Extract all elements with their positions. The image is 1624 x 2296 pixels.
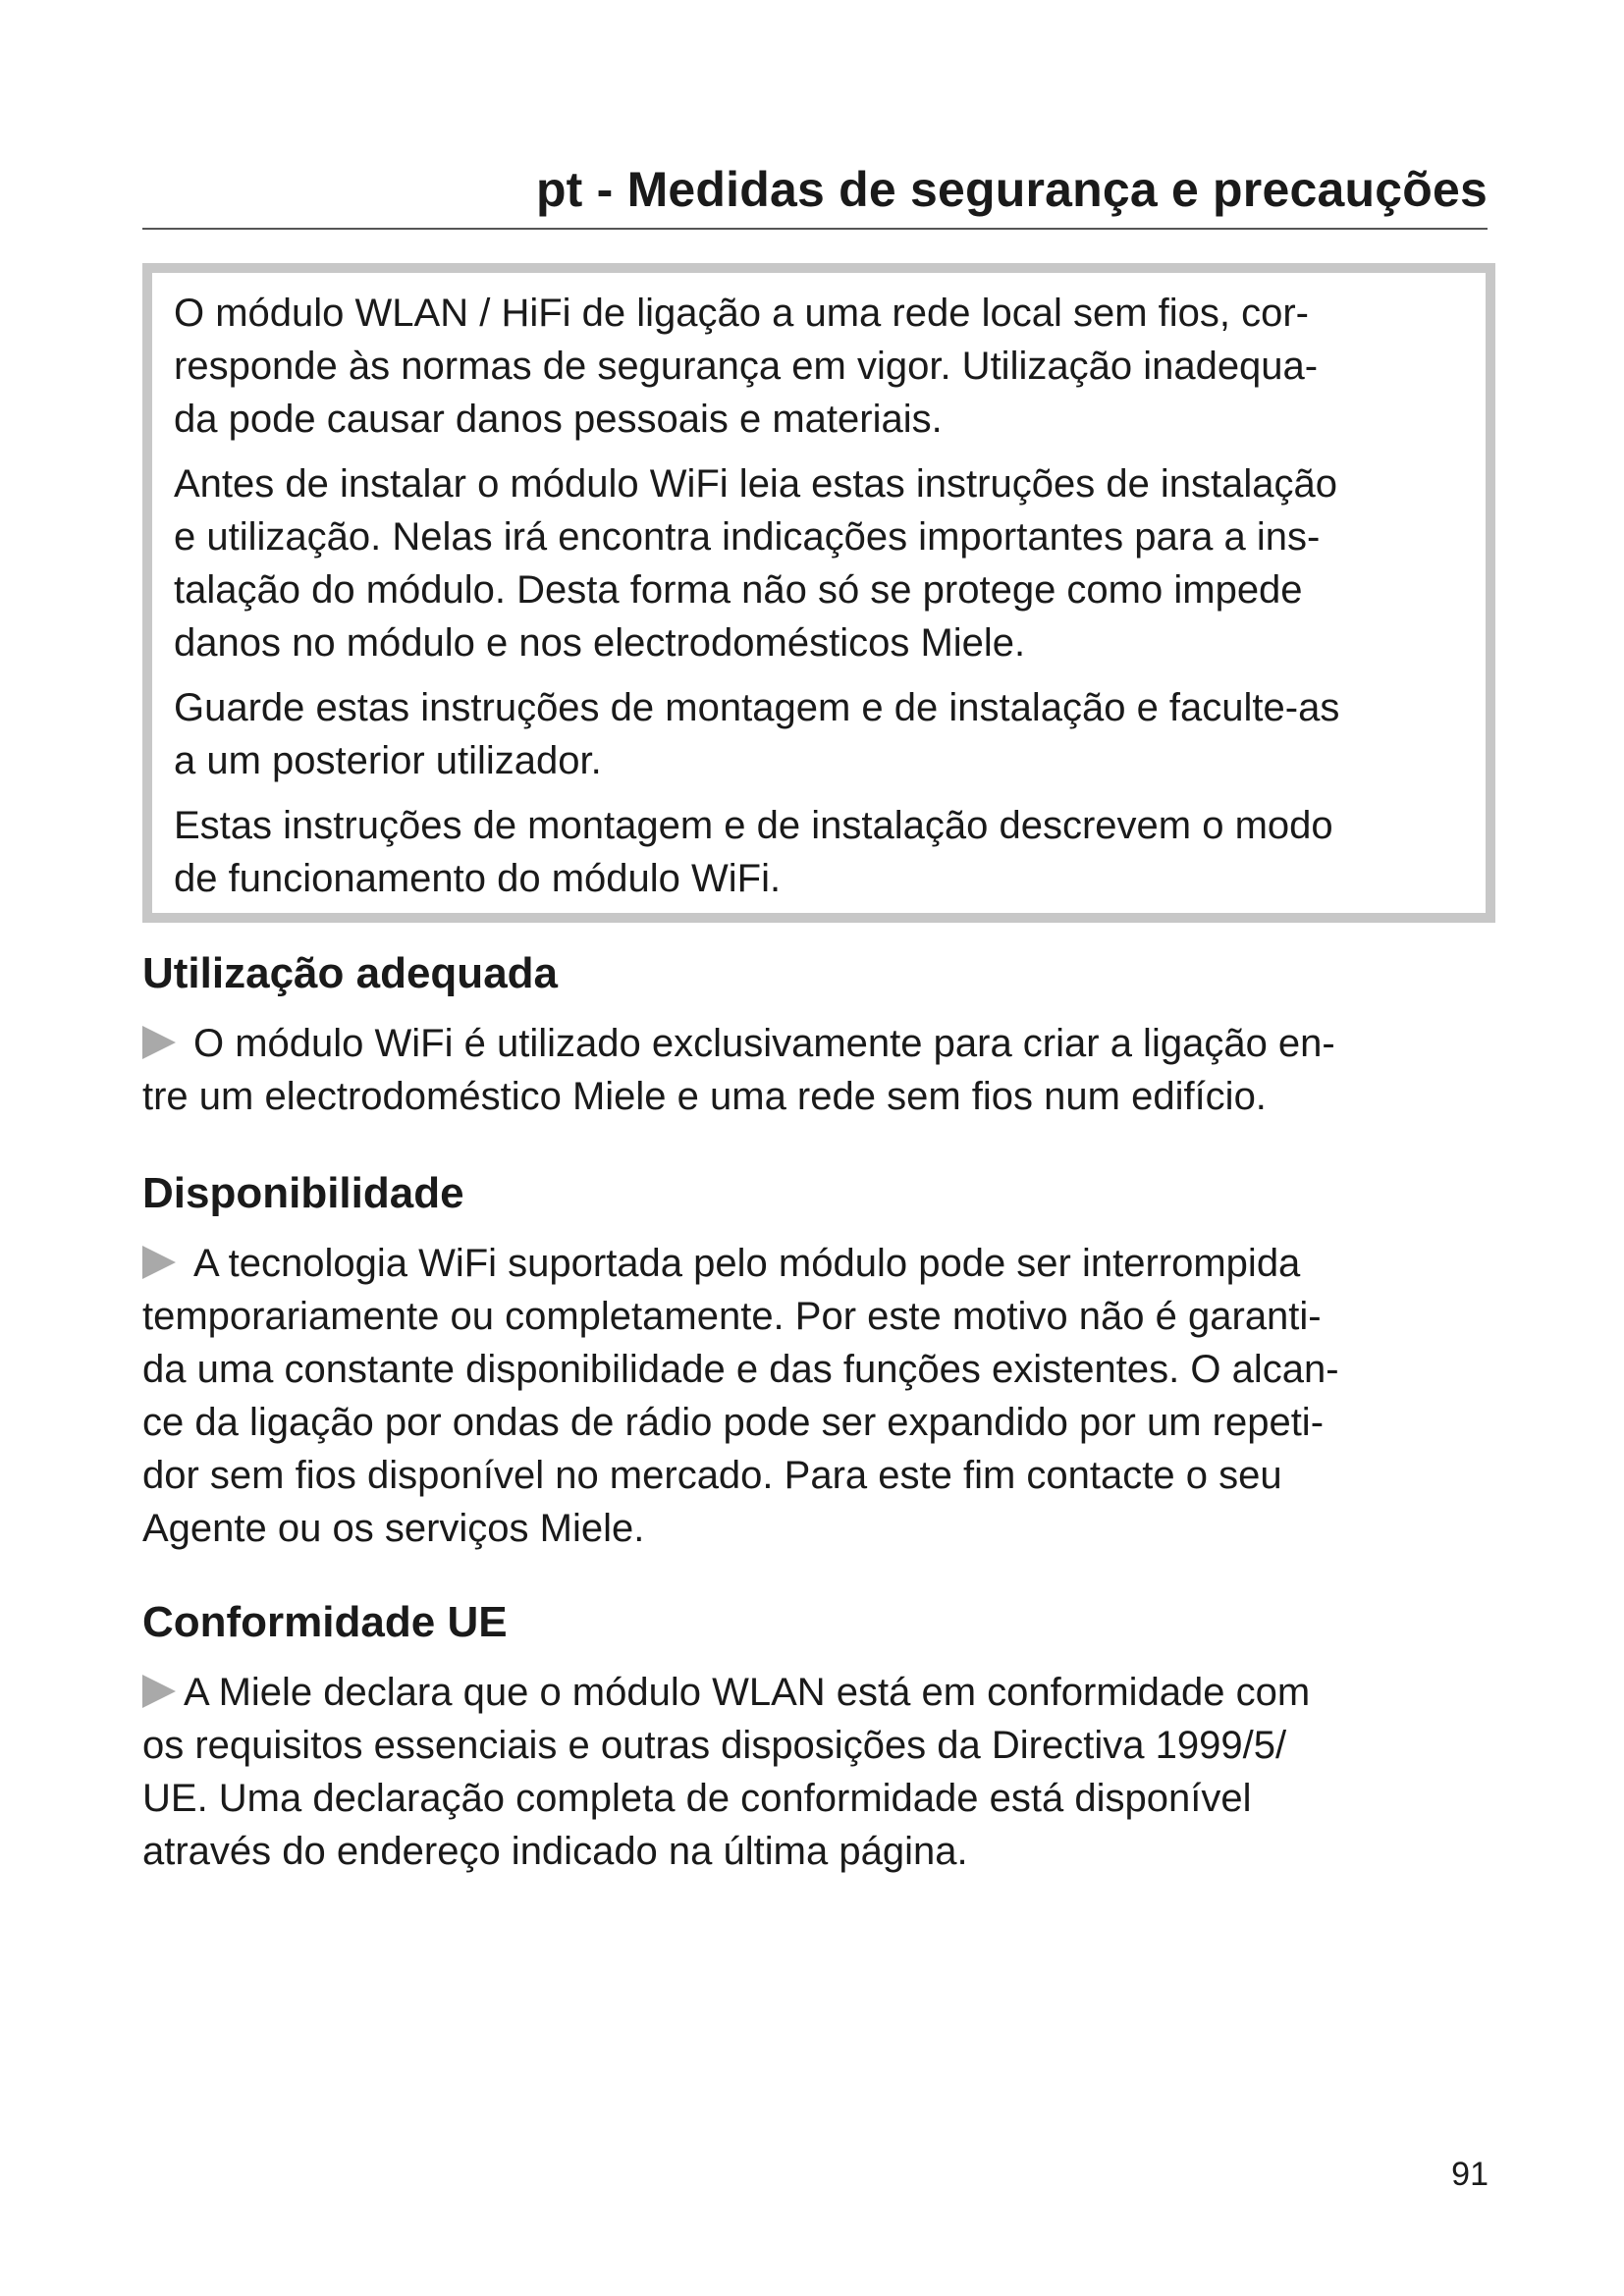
notice-paragraph xyxy=(174,287,1474,446)
text-line: temporariamente ou completamente. Por este motivo não é garanti- xyxy=(142,1295,1322,1338)
text-line: da uma constante disponibilidade e das funções existentes. O alcan- xyxy=(142,1348,1339,1391)
section-intended-use xyxy=(142,944,1497,1123)
text-line xyxy=(142,1237,1497,1290)
text-line: Antes de instalar o módulo WiFi leia estas instruções de instalação xyxy=(174,462,1338,506)
text-line-content: A tecnologia WiFi suportada pelo módulo pode ser interrompida xyxy=(193,1242,1301,1285)
section-body xyxy=(142,1017,1497,1123)
text-line: a um posterior utilizador. xyxy=(174,739,602,782)
section-body xyxy=(142,1666,1497,1878)
section-availability xyxy=(142,1164,1497,1555)
section-heading: Disponibilidade xyxy=(142,1169,464,1217)
triangle-bullet-icon xyxy=(142,1675,176,1708)
text-line: os requisitos essenciais e outras disposições da Directiva 1999/5/ xyxy=(142,1724,1287,1767)
notice-paragraph xyxy=(174,681,1474,787)
text-line: Estas instruções de montagem e de instalação descrevem o modo xyxy=(174,804,1333,847)
triangle-bullet-icon xyxy=(142,1026,176,1059)
text-line: através do endereço indicado na última página. xyxy=(142,1830,968,1873)
text-line: danos no módulo e nos electrodomésticos Miele. xyxy=(174,621,1026,665)
page-number: 91 xyxy=(1451,2156,1489,2193)
text-line-content: A Miele declara que o módulo WLAN está em conformidade com xyxy=(184,1671,1311,1714)
section-body xyxy=(142,1237,1497,1555)
text-line: ce da ligação por ondas de rádio pode ser expandido por um repeti- xyxy=(142,1401,1325,1444)
text-line: responde às normas de segurança em vigor. Utilização inadequa- xyxy=(174,345,1319,388)
safety-notice-box xyxy=(142,263,1495,923)
text-line: talação do módulo. Desta forma não só se protege como impede xyxy=(174,568,1303,612)
text-line: O módulo WLAN / HiFi de ligação a uma rede local sem fios, cor- xyxy=(174,292,1309,335)
text-line-content: O módulo WiFi é utilizado exclusivamente para criar a ligação en- xyxy=(193,1022,1335,1065)
triangle-bullet-icon xyxy=(142,1246,176,1279)
text-line xyxy=(142,1666,1497,1719)
text-line: dor sem fios disponível no mercado. Para este fim contacte o seu xyxy=(142,1454,1282,1497)
text-line: da pode causar danos pessoais e materiais. xyxy=(174,398,943,441)
text-line: UE. Uma declaração completa de conformidade está disponível xyxy=(142,1777,1252,1820)
text-line: Guarde estas instruções de montagem e de instalação e faculte-as xyxy=(174,686,1340,729)
text-line: e utilização. Nelas irá encontra indicações importantes para a ins- xyxy=(174,515,1321,559)
section-heading: Conformidade UE xyxy=(142,1598,508,1646)
notice-paragraph xyxy=(174,457,1474,669)
notice-paragraph xyxy=(174,799,1474,905)
page-header xyxy=(142,147,1488,230)
section-heading: Utilização adequada xyxy=(142,949,559,997)
text-line: de funcionamento do módulo WiFi. xyxy=(174,857,782,900)
section-eu-conformity xyxy=(142,1593,1497,1878)
text-line: tre um electrodoméstico Miele e uma rede sem fios num edifício. xyxy=(142,1075,1267,1118)
text-line xyxy=(142,1017,1497,1070)
text-line: Agente ou os serviços Miele. xyxy=(142,1507,645,1550)
page-title: pt - Medidas de segurança e precauções xyxy=(535,162,1488,217)
